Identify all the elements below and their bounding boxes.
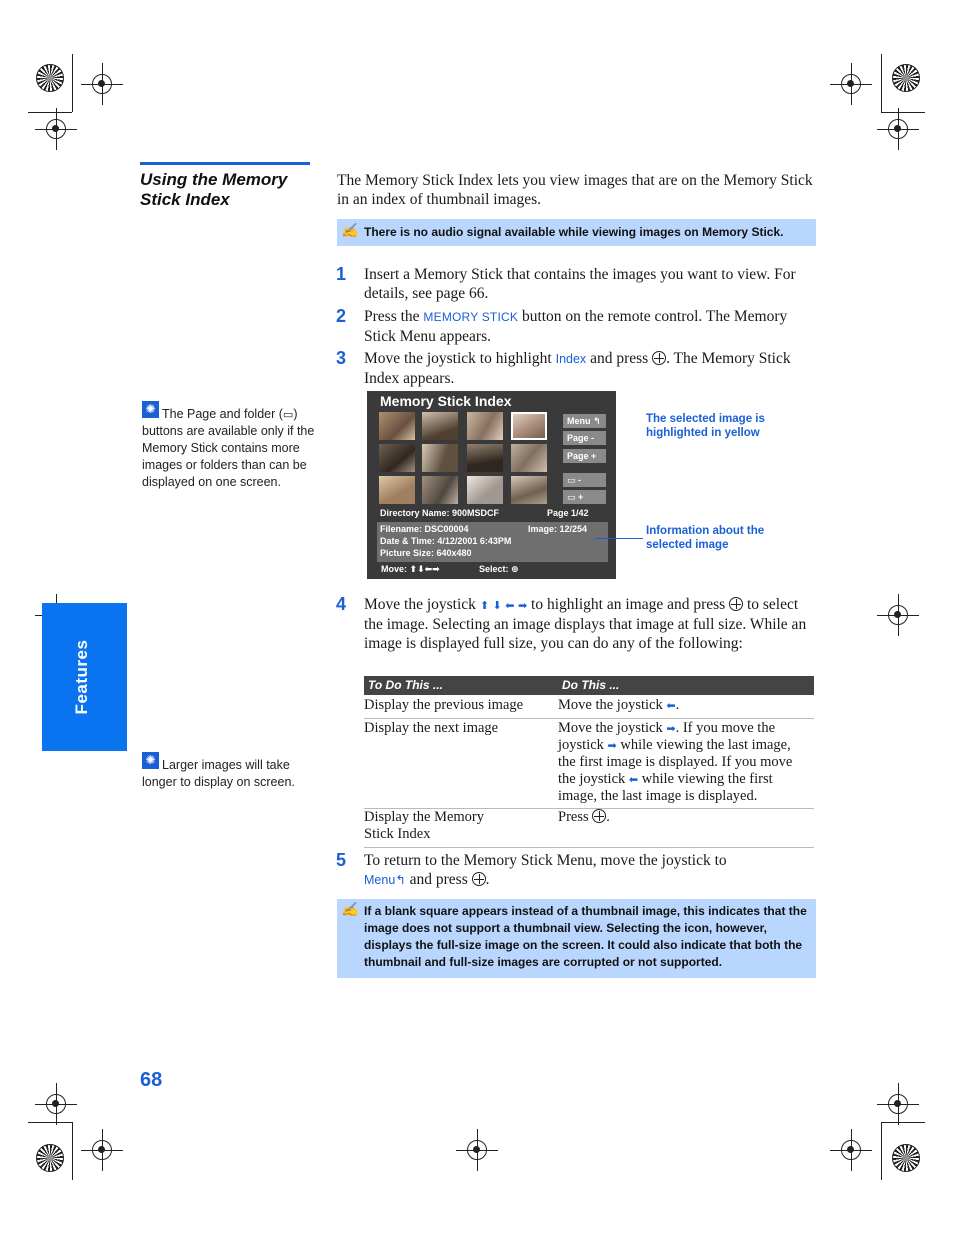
- table-header-cell: To Do This ...: [368, 678, 443, 692]
- step-text: To return to the Memory Stick Menu, move the joystick to Menu↰ and press .: [364, 852, 727, 888]
- folder-icon: ▭: [282, 408, 294, 421]
- screen-menu-button: Menu ↰: [563, 414, 606, 428]
- picture-size: Picture Size: 640x480: [380, 548, 472, 558]
- registration-starburst-icon: [36, 64, 64, 92]
- thumbnail: [511, 444, 547, 472]
- step-text: Move the joystick to highlight Index and press . The Memory Stick Index appears.: [364, 350, 791, 387]
- callout-image-info: Information about the selected image: [646, 525, 765, 551]
- registration-crosshair-icon: [92, 1140, 112, 1160]
- thumbnail: [422, 412, 458, 440]
- return-arrow-icon: ↰: [593, 417, 601, 427]
- image-counter: Image: 12/254: [528, 524, 588, 534]
- table-cell: Move the joystick ⬅.: [558, 697, 680, 713]
- registration-crosshair-icon: [46, 1094, 66, 1114]
- arrow-icons: ⬆⬇⬅➡: [409, 565, 440, 575]
- table-cell: Press .: [558, 809, 610, 825]
- note-text: There is no audio signal available while viewing images on Memory Stick.: [364, 225, 784, 239]
- arrow-icons: ⬆ ⬇ ⬅ ➡: [479, 599, 528, 612]
- heading-rule: [140, 162, 310, 165]
- filename: Filename: DSC00004: [380, 524, 469, 534]
- lightbulb-icon: ✺: [142, 752, 159, 769]
- table-cell: Display the Memory Stick Index: [364, 809, 485, 842]
- page-indicator: Page 1/42: [547, 508, 589, 518]
- table-header: [364, 676, 814, 695]
- select-hint: Select: ⊕: [479, 564, 519, 575]
- date-time: Date & Time: 4/12/2001 6:43PM: [380, 536, 512, 546]
- memory-stick-button-label: MEMORY STICK: [423, 310, 519, 324]
- table-cell: Display the previous image: [364, 697, 524, 713]
- right-arrow-icon: ➡: [666, 722, 676, 735]
- step-text: Insert a Memory Stick that contains the images you want to view. For details, see page 66.: [364, 266, 796, 302]
- step-number: 1: [336, 264, 347, 284]
- thumbnail: [511, 476, 547, 504]
- note-text: If a blank square appears instead of a thumbnail image, this indicates that the image does not support a thumbnail view. Selecting the icon, however, displays the full-size image on the screen. It could also indicate that both the thumbnail and full-size images are corrupted or not supported.: [364, 904, 807, 969]
- table-row: [364, 695, 814, 719]
- thumbnail-selected: [511, 412, 547, 440]
- directory-name: Directory Name: 900MSDCF: [380, 508, 500, 518]
- joystick-press-icon: [652, 351, 666, 365]
- registration-crosshair-icon: [888, 119, 908, 139]
- memory-stick-index-screen: [367, 391, 616, 579]
- tip-text: The Page and folder (▭) buttons are available only if the Memory Stick contains more images or folders than can be displayed on one screen.: [142, 407, 315, 489]
- note-box: [337, 219, 816, 246]
- screen-page-next-button: Page +: [563, 449, 606, 463]
- table-cell: Move the joystick ➡. If you move the joystick ➡ while viewing the last image, the first image is displayed. If you move the joystick ⬅ while viewing the first image, the last image is displayed.: [558, 720, 793, 804]
- callout-line: [595, 538, 643, 539]
- return-arrow-icon: ↰: [395, 872, 406, 887]
- registration-crosshair-icon: [841, 1140, 861, 1160]
- screen-folder-next-button: ▭ +: [563, 490, 606, 504]
- move-hint: Move: ⬆⬇⬅➡: [381, 564, 440, 575]
- thumbnail: [422, 444, 458, 472]
- registration-starburst-icon: [892, 1144, 920, 1172]
- screen-title: Memory Stick Index: [380, 393, 512, 409]
- step-text: Press the MEMORY STICK button on the remote control. The Memory Stick Menu appears.: [364, 308, 788, 345]
- intro-paragraph: The Memory Stick Index lets you view images that are on the Memory Stick in an index of thumbnail images.: [337, 172, 813, 208]
- thumbnail: [467, 412, 503, 440]
- registration-crosshair-icon: [841, 74, 861, 94]
- registration-crosshair-icon: [888, 1094, 908, 1114]
- screen-folder-prev-button: ▭ -: [563, 473, 606, 487]
- registration-crosshair-icon: [888, 605, 908, 625]
- step-number: 3: [336, 348, 347, 368]
- registration-crosshair-icon: [92, 74, 112, 94]
- joystick-press-icon: [729, 597, 743, 611]
- folder-icon: ▭: [567, 493, 576, 503]
- thumbnail: [379, 444, 415, 472]
- thumbnail: [467, 476, 503, 504]
- section-title: Using the Memory Stick Index: [140, 170, 288, 209]
- thumbnail: [422, 476, 458, 504]
- menu-label: Menu↰: [364, 872, 406, 887]
- step-number: 4: [336, 594, 347, 614]
- joystick-press-icon: [592, 809, 606, 823]
- note-box: [337, 899, 816, 978]
- registration-crosshair-icon: [467, 1140, 487, 1160]
- step-number: 5: [336, 850, 347, 870]
- registration-starburst-icon: [892, 64, 920, 92]
- tip-text: Larger images will take longer to display on screen.: [142, 758, 295, 789]
- table-row: [364, 718, 814, 809]
- pencil-note-icon: ✍: [341, 222, 359, 238]
- image-info-panel: [377, 522, 608, 562]
- table-header-cell: Do This ...: [562, 678, 620, 692]
- screen-page-prev-button: Page -: [563, 431, 606, 445]
- joystick-press-icon: [472, 872, 486, 886]
- registration-crosshair-icon: [46, 119, 66, 139]
- joystick-press-icon: ⊕: [511, 565, 519, 575]
- left-arrow-icon: ⬅: [666, 699, 676, 712]
- step-text: Move the joystick ⬆ ⬇ ⬅ ➡ to highlight an image and press to select the image. Selecting an image displays that image at full size. While an image is displayed full size, you can do any of the following:: [364, 596, 807, 652]
- step-number: 2: [336, 306, 347, 326]
- section-tab-label: Features: [72, 639, 91, 715]
- left-arrow-icon: ⬅: [628, 773, 639, 786]
- right-arrow-icon: ➡: [607, 739, 617, 752]
- registration-starburst-icon: [36, 1144, 64, 1172]
- index-label: Index: [555, 352, 587, 366]
- page-number: 68: [140, 1069, 163, 1091]
- table-row: [364, 808, 814, 848]
- callout-selected-image: The selected image is highlighted in yellow: [646, 413, 765, 439]
- pencil-note-icon: ✍: [341, 901, 359, 917]
- table-cell: Display the next image: [364, 720, 499, 736]
- thumbnail: [379, 476, 415, 504]
- lightbulb-icon: ✺: [142, 401, 159, 418]
- thumbnail: [467, 444, 503, 472]
- thumbnail: [379, 412, 415, 440]
- folder-icon: ▭: [567, 476, 576, 486]
